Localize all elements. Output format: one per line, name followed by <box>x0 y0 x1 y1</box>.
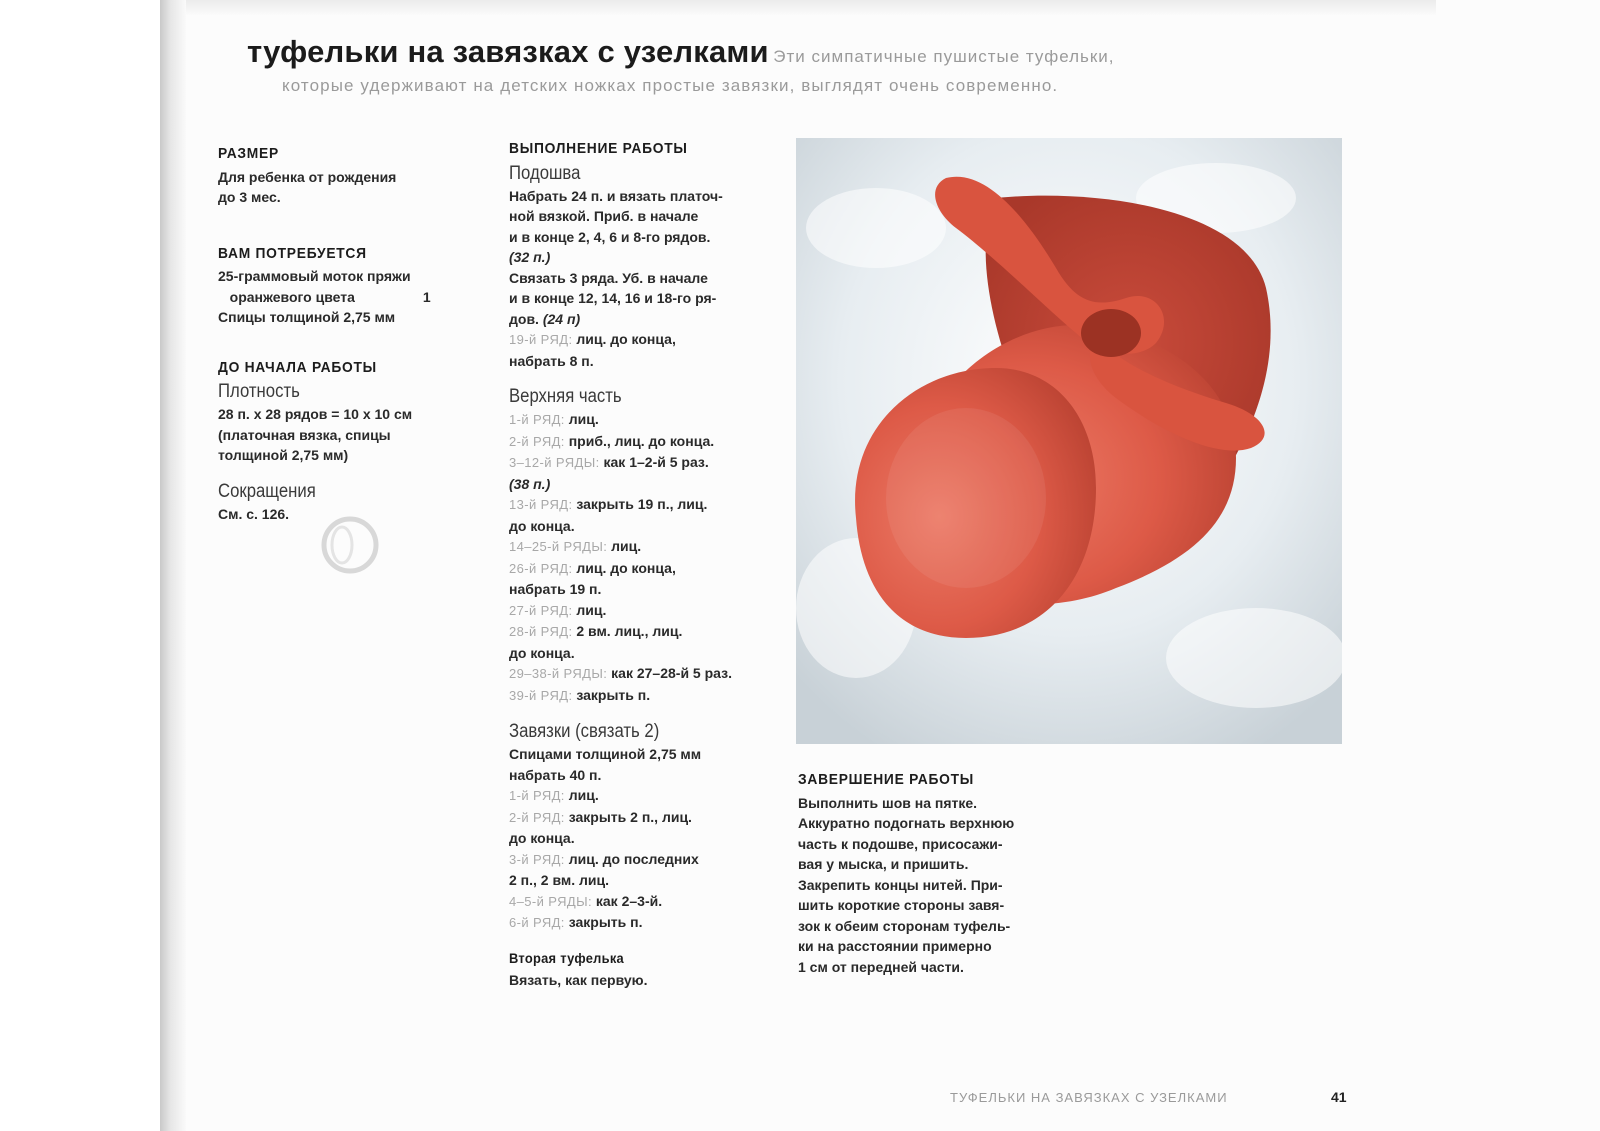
left-column <box>218 144 458 524</box>
intro-text-line1: Эти симпатичные пушистые туфельки, <box>773 47 1115 66</box>
row-text: лиц. до последних <box>568 850 699 867</box>
size-heading: РАЗМЕР <box>218 145 279 162</box>
finishing-line: 1 см от передней части. <box>798 958 964 975</box>
row-label: 26-й РЯД: <box>509 560 573 576</box>
row-instruction <box>509 663 779 685</box>
row-instruction <box>509 891 779 913</box>
materials-heading: ВАМ ПОТРЕБУЕТСЯ <box>218 244 367 262</box>
row-text: лиц. до конца, <box>576 331 676 347</box>
row-text: лиц. <box>611 538 642 554</box>
stitch-count: (24 п) <box>542 310 581 327</box>
instructions-column <box>509 139 779 991</box>
sole-line: Связать 3 ряда. Уб. в начале <box>509 269 708 286</box>
finishing-line: шить короткие стороны завя- <box>798 897 1005 913</box>
row-instruction <box>509 329 779 351</box>
stitch-count: (38 п.) <box>509 475 551 492</box>
sole-line: и в конце 2, 4, 6 и 8-го рядов. <box>509 228 711 245</box>
abbreviations-reference: См. с. 126. <box>218 505 290 522</box>
finishing-line: ки на расстоянии примерно <box>798 938 992 954</box>
row-instruction-cont: до конца. <box>509 644 575 661</box>
row-instruction <box>509 621 779 643</box>
running-footer-title: ТУФЕЛЬКИ НА ЗАВЯЗКАХ С УЗЕЛКАМИ <box>950 1090 1228 1105</box>
stitch-count: (32 п.) <box>509 249 551 265</box>
row-label: 27-й РЯД: <box>509 602 573 618</box>
second-slipper-text: Вязать, как первую. <box>509 972 648 988</box>
row-instruction-cont: набрать 19 п. <box>509 581 602 597</box>
finishing-line: Аккуратно подогнать верхнюю <box>798 815 1015 831</box>
page-top-shadow <box>186 0 1436 16</box>
sole-line: ной вязкой. Приб. в начале <box>509 208 699 224</box>
row-text: 2 вм. лиц., лиц. <box>576 623 683 639</box>
row-instruction <box>509 912 779 934</box>
row-label: 6-й РЯД: <box>509 915 565 930</box>
row-text: лиц. <box>568 411 599 427</box>
materials-line: Спицы толщиной 2,75 мм <box>218 309 396 325</box>
page-number: 41 <box>1331 1089 1347 1105</box>
finishing-line: зок к обеим сторонам туфель- <box>798 917 1011 934</box>
row-label: 3–12-й РЯДЫ: <box>509 455 600 470</box>
row-instruction <box>509 558 779 580</box>
second-slipper-heading: Вторая туфелька <box>509 949 624 966</box>
ties-line: набрать 40 п. <box>509 766 602 783</box>
sole-line-end: дов. <box>509 310 539 327</box>
row-instruction-cont: до конца. <box>509 830 575 846</box>
row-instruction <box>509 431 779 453</box>
row-label: 29–38-й РЯДЫ: <box>509 666 608 681</box>
show-through-artifact <box>300 515 390 580</box>
row-text: лиц. <box>568 787 599 803</box>
finishing-line: Выполнить шов на пятке. <box>798 794 978 811</box>
row-label: 2-й РЯД: <box>509 433 565 449</box>
size-line: до 3 мес. <box>218 189 281 205</box>
row-label: 39-й РЯД: <box>509 687 573 703</box>
headline <box>247 34 1327 76</box>
row-instruction <box>509 536 779 558</box>
row-instruction <box>509 452 779 474</box>
row-label: 4–5-й РЯДЫ: <box>509 893 592 909</box>
row-instruction <box>509 807 779 829</box>
row-text: лиц. до конца, <box>576 559 676 576</box>
row-label: 3-й РЯД: <box>509 851 565 867</box>
sole-subheading: Подошва <box>509 162 581 184</box>
gauge-line: 28 п. х 28 рядов = 10 х 10 см <box>218 406 413 422</box>
row-label: 2-й РЯД: <box>509 809 565 825</box>
row-label: 28-й РЯД: <box>509 624 573 639</box>
abbreviations-subheading: Сокращения <box>218 480 316 502</box>
row-text: закрыть п. <box>568 914 643 930</box>
row-label: 1-й РЯД: <box>509 788 565 803</box>
row-text: как 27–28-й 5 раз. <box>611 665 732 681</box>
book-gutter <box>0 0 160 1131</box>
sole-line: и в конце 12, 14, 16 и 18-го ря- <box>509 290 717 306</box>
sole-line <box>509 309 779 330</box>
materials-color: оранжевого цвета <box>229 288 355 305</box>
row-text: закрыть 2 п., лиц. <box>568 808 692 825</box>
finishing-heading: ЗАВЕРШЕНИЕ РАБОТЫ <box>798 771 975 788</box>
row-text: закрыть п. <box>576 686 651 703</box>
ties-subheading: Завязки (связать 2) <box>509 721 660 742</box>
materials-line <box>218 287 458 308</box>
row-instruction <box>509 685 779 707</box>
row-instruction <box>509 494 779 516</box>
row-instruction <box>509 409 779 431</box>
materials-quantity: 1 <box>422 288 431 305</box>
row-instruction <box>509 600 779 622</box>
row-instruction <box>509 785 779 807</box>
gauge-line: (платочная вязка, спицы <box>218 426 391 443</box>
gauge-subheading: Плотность <box>218 381 300 402</box>
page-fold-shadow <box>160 0 186 1131</box>
row-text: приб., лиц. до конца. <box>568 432 715 449</box>
finishing-column <box>798 770 1068 977</box>
work-heading: ВЫПОЛНЕНИЕ РАБОТЫ <box>509 140 688 157</box>
row-instruction-cont: 2 п., 2 вм. лиц. <box>509 872 610 888</box>
finishing-line: вая у мыска, и пришить. <box>798 856 969 872</box>
row-label: 1-й РЯД: <box>509 412 565 427</box>
row-instruction-cont: набрать 8 п. <box>509 352 594 369</box>
before-start-heading: ДО НАЧАЛА РАБОТЫ <box>218 358 377 376</box>
row-text: как 2–3-й. <box>595 892 663 909</box>
finishing-line: часть к подошве, присосажи- <box>798 835 1003 852</box>
row-label: 13-й РЯД: <box>509 497 573 512</box>
row-text: лиц. <box>576 601 607 618</box>
materials-line: 25-граммовый моток пряжи <box>218 268 411 284</box>
size-line: Для ребенка от рождения <box>218 168 397 185</box>
slipper-photo <box>796 138 1342 744</box>
row-instruction-cont: до конца. <box>509 517 575 534</box>
row-text: как 1–2-й 5 раз. <box>603 454 709 470</box>
gauge-line: толщиной 2,75 мм) <box>218 447 349 463</box>
page-title: туфельки на завязках с узелками <box>247 34 769 69</box>
row-label: 19-й РЯД: <box>509 332 573 347</box>
row-text: закрыть 19 п., лиц. <box>576 496 708 512</box>
row-instruction <box>509 849 779 871</box>
upper-subheading: Верхняя часть <box>509 386 622 407</box>
slipper-illustration <box>796 138 1342 744</box>
row-label: 14–25-й РЯДЫ: <box>509 539 608 554</box>
sole-line: Набрать 24 п. и вязать платоч- <box>509 187 723 204</box>
intro-text-line2: которые удерживают на детских ножках простые завязки, выглядят очень современно. <box>282 76 1059 95</box>
ties-line: Спицами толщиной 2,75 мм <box>509 746 702 762</box>
finishing-line: Закрепить концы нитей. При- <box>798 876 1003 893</box>
